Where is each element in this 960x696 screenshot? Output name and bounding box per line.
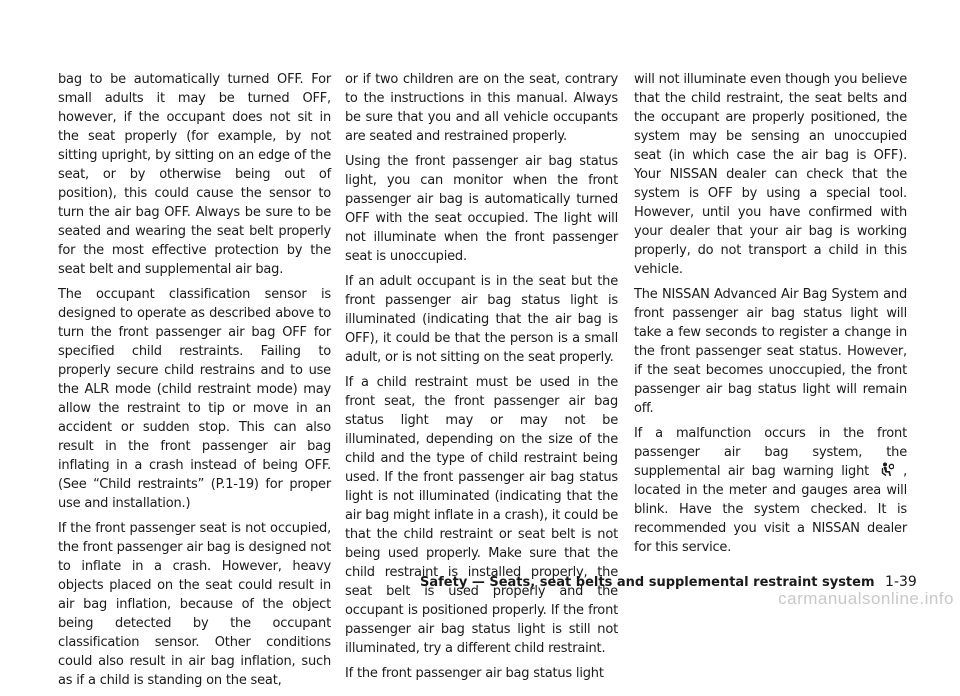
paragraph: or if two children are on the seat, contrary to the instructions in this manual. Always be sure that you and all vehicle occupants are seated and restrained properly.: [345, 72, 618, 144]
text-column-3: [634, 70, 907, 563]
watermark: carmanualsonline.info: [778, 589, 954, 608]
page-number: 1-39: [885, 574, 917, 590]
text-column-1: [58, 70, 331, 696]
paragraph: bag to be automatically turned OFF. For small adults it may be turned OFF, however, if the occupant does not sit in the seat properly (for example, by not sitting upright, by sitting on an edge of the seat, or by otherwise being out of position), this could cause the sensor to turn the air bag OFF. Always be sure to be seated and wearing the seat belt properly for the most effective protection by the seat belt and supplemental air bag.: [58, 72, 331, 277]
paragraph: If an adult occupant is in the seat but the front passenger air bag status light is illuminated (indicating that the air bag is OFF), it could be that the person is a small adult, or is not sitting on the seat properly.: [345, 274, 618, 365]
paragraph-with-icon: [634, 424, 907, 557]
airbag-warning-icon: [879, 462, 894, 478]
paragraph: If the front passenger seat is not occupied, the front passenger air bag is designed not to inflate in a crash. However, heavy objects placed on the seat could result in air bag inflation, because of the object being detected by the occupant classification sensor. Other conditions could also result in air bag inflation, such as if a child is standing on the seat,: [58, 521, 331, 688]
text-column-2: [345, 70, 618, 689]
paragraph: The NISSAN Advanced Air Bag System and front passenger air bag status light will take a few seconds to register a change in the front passenger seat status. However, if the seat becomes unoccupied, the front passenger air bag status light will remain off.: [634, 287, 907, 416]
paragraph: Using the front passenger air bag status light, you can monitor when the front passenger air bag is automatically turned OFF with the seat occupied. The light will not illuminate when the front passenger seat is unoccupied.: [345, 154, 618, 264]
paragraph: will not illuminate even though you believe that the child restraint, the seat belts and the occupant are properly positioned, the system may be sensing an unoccupied seat (in which case the air bag is OFF). Your NISSAN dealer can check that the system is OFF by using a special tool. However, until you have confirmed with your dealer that your air bag is working properly, do not transport a child in this vehicle.: [634, 72, 907, 277]
paragraph: If the front passenger air bag status light: [345, 666, 604, 681]
paragraph: The occupant classification sensor is designed to operate as described above to turn the front passenger air bag OFF for specified child restraints. Failing to properly secure child restrains and to use the ALR mode (child restraint mode) may allow the restraint to tip or move in an accident or sudden stop. This can also result in the front passenger air bag inflating in a crash instead of being OFF. (See “Child restraints” (P.1-19) for proper use and installation.): [58, 287, 331, 511]
paragraph-text: , located in the meter and gauges area will blink. Have the system checked. It is recommended you visit a NISSAN dealer for this service.: [634, 464, 907, 555]
paragraph: If a child restraint must be used in the front seat, the front passenger air bag status light may or may not be illuminated, depending on the size of the child and the type of child restraint being used. If the front passenger air bag status light is not illuminated (indicating that the air bag might inflate in a crash), it could be that the child restraint or seat belt is not being used properly. Make sure that the child restraint is installed properly, the seat belt is used properly and the occupant is positioned properly. If the front passenger air bag status light is still not illuminated, try a different child restraint.: [345, 375, 619, 656]
section-title: Safety — Seats, seat belts and supplemental restraint system: [420, 575, 875, 590]
paragraph-text: If a malfunction occurs in the front passenger air bag system, the supplemental air bag warning light: [634, 426, 907, 479]
page-footer: [420, 574, 917, 590]
